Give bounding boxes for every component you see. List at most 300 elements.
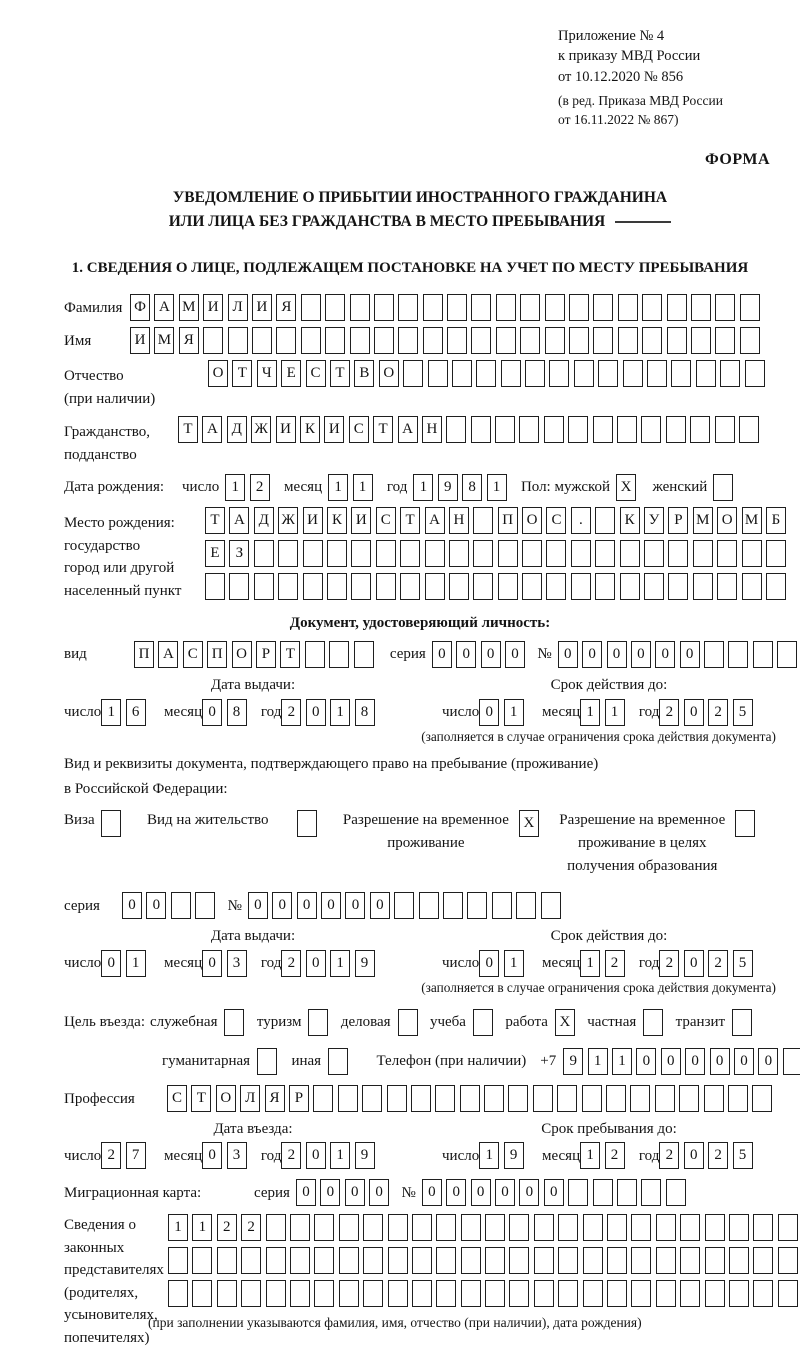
char-box[interactable]: 0 (432, 641, 452, 668)
char-box[interactable] (558, 1247, 578, 1274)
char-box[interactable]: А (229, 507, 249, 534)
char-box[interactable]: 1 (330, 699, 350, 726)
char-box[interactable] (496, 327, 516, 354)
char-box[interactable] (546, 540, 566, 567)
char-box[interactable]: 0 (471, 1179, 491, 1206)
char-box[interactable] (667, 327, 687, 354)
char-box[interactable]: 1 (580, 1142, 600, 1169)
char-box[interactable] (607, 1280, 627, 1307)
char-box[interactable]: 2 (659, 1142, 679, 1169)
char-box[interactable]: Ф (130, 294, 150, 321)
char-box[interactable]: 0 (369, 1179, 389, 1206)
char-box[interactable] (680, 1247, 700, 1274)
char-box[interactable]: 0 (655, 641, 675, 668)
char-box[interactable] (308, 1009, 328, 1036)
char-box[interactable] (666, 1179, 686, 1206)
char-box[interactable] (400, 573, 420, 600)
char-box[interactable]: К (327, 507, 347, 534)
char-box[interactable]: . (571, 507, 591, 534)
char-box[interactable] (742, 573, 762, 600)
char-box[interactable]: 0 (306, 699, 326, 726)
char-box[interactable]: 5 (733, 699, 753, 726)
char-box[interactable]: Б (766, 507, 786, 534)
char-box[interactable] (641, 1179, 661, 1206)
char-box[interactable]: 1 (588, 1048, 608, 1075)
char-box[interactable] (241, 1247, 261, 1274)
char-box[interactable] (351, 540, 371, 567)
char-box[interactable]: 0 (345, 892, 365, 919)
char-box[interactable] (403, 360, 423, 387)
char-box[interactable] (314, 1280, 334, 1307)
char-box[interactable]: 2 (281, 699, 301, 726)
char-box[interactable]: 1 (101, 699, 121, 726)
char-box[interactable]: Н (449, 507, 469, 534)
char-box[interactable] (691, 327, 711, 354)
char-box[interactable]: Я (265, 1085, 285, 1112)
char-box[interactable] (354, 641, 374, 668)
char-box[interactable] (374, 294, 394, 321)
char-box[interactable]: 3 (227, 950, 247, 977)
char-box[interactable] (549, 360, 569, 387)
char-box[interactable]: 6 (126, 699, 146, 726)
char-box[interactable]: 1 (330, 1142, 350, 1169)
char-box[interactable] (525, 360, 545, 387)
char-box[interactable] (693, 540, 713, 567)
char-box[interactable] (435, 1085, 455, 1112)
char-box[interactable] (224, 1009, 244, 1036)
char-box[interactable] (485, 1247, 505, 1274)
char-box[interactable] (607, 1214, 627, 1241)
char-box[interactable] (607, 1247, 627, 1274)
char-box[interactable] (598, 360, 618, 387)
char-box[interactable] (327, 540, 347, 567)
char-box[interactable] (436, 1280, 456, 1307)
char-box[interactable] (423, 327, 443, 354)
char-box[interactable]: 5 (733, 950, 753, 977)
char-box[interactable]: Я (276, 294, 296, 321)
char-box[interactable] (606, 1085, 626, 1112)
char-box[interactable] (545, 294, 565, 321)
char-box[interactable]: В (354, 360, 374, 387)
char-box[interactable] (351, 573, 371, 600)
char-box[interactable] (449, 573, 469, 600)
char-box[interactable] (443, 892, 463, 919)
char-box[interactable]: 8 (462, 474, 482, 501)
char-box[interactable] (328, 1048, 348, 1075)
char-box[interactable]: 0 (481, 641, 501, 668)
char-box[interactable]: Т (373, 416, 393, 443)
char-box[interactable] (777, 641, 797, 668)
char-box[interactable] (254, 540, 274, 567)
char-box[interactable]: 1 (192, 1214, 212, 1241)
char-box[interactable] (314, 1214, 334, 1241)
char-box[interactable] (461, 1247, 481, 1274)
char-box[interactable] (593, 327, 613, 354)
char-box[interactable] (305, 641, 325, 668)
char-box[interactable]: К (620, 507, 640, 534)
char-box[interactable] (485, 1214, 505, 1241)
char-box[interactable]: У (644, 507, 664, 534)
char-box[interactable] (541, 892, 561, 919)
char-box[interactable] (484, 1085, 504, 1112)
char-box[interactable] (671, 360, 691, 387)
char-box[interactable] (715, 327, 735, 354)
char-box[interactable] (656, 1280, 676, 1307)
char-box[interactable] (778, 1280, 798, 1307)
char-box[interactable]: 1 (479, 1142, 499, 1169)
char-box[interactable]: 1 (328, 474, 348, 501)
char-box[interactable]: Т (205, 507, 225, 534)
char-box[interactable]: П (207, 641, 227, 668)
char-box[interactable]: С (183, 641, 203, 668)
char-box[interactable] (495, 416, 515, 443)
char-box[interactable] (656, 1247, 676, 1274)
char-box[interactable] (704, 641, 724, 668)
char-box[interactable] (735, 810, 755, 837)
char-box[interactable] (388, 1280, 408, 1307)
char-box[interactable]: 0 (582, 641, 602, 668)
char-box[interactable]: О (216, 1085, 236, 1112)
char-box[interactable] (745, 360, 765, 387)
char-box[interactable] (471, 294, 491, 321)
char-box[interactable] (447, 327, 467, 354)
char-box[interactable] (498, 573, 518, 600)
char-box[interactable]: Ж (251, 416, 271, 443)
char-box[interactable] (476, 360, 496, 387)
char-box[interactable] (705, 1247, 725, 1274)
char-box[interactable] (461, 1214, 481, 1241)
char-box[interactable] (544, 416, 564, 443)
char-box[interactable]: 5 (733, 1142, 753, 1169)
char-box[interactable]: 0 (456, 641, 476, 668)
char-box[interactable]: С (546, 507, 566, 534)
char-box[interactable]: С (167, 1085, 187, 1112)
char-box[interactable] (473, 540, 493, 567)
char-box[interactable]: 0 (101, 950, 121, 977)
char-box[interactable]: 9 (355, 950, 375, 977)
char-box[interactable]: 3 (227, 1142, 247, 1169)
char-box[interactable]: 1 (413, 474, 433, 501)
char-box[interactable] (571, 573, 591, 600)
char-box[interactable]: X (616, 474, 636, 501)
char-box[interactable] (617, 1179, 637, 1206)
char-box[interactable]: О (522, 507, 542, 534)
char-box[interactable]: Е (205, 540, 225, 567)
char-box[interactable]: 2 (217, 1214, 237, 1241)
char-box[interactable] (520, 294, 540, 321)
char-box[interactable]: 0 (370, 892, 390, 919)
char-box[interactable]: 0 (661, 1048, 681, 1075)
char-box[interactable] (522, 540, 542, 567)
char-box[interactable]: 0 (345, 1179, 365, 1206)
char-box[interactable]: 2 (241, 1214, 261, 1241)
char-box[interactable] (473, 507, 493, 534)
char-box[interactable] (471, 327, 491, 354)
char-box[interactable] (595, 573, 615, 600)
char-box[interactable] (297, 810, 317, 837)
char-box[interactable] (508, 1085, 528, 1112)
char-box[interactable]: О (232, 641, 252, 668)
char-box[interactable]: 1 (580, 950, 600, 977)
char-box[interactable] (644, 540, 664, 567)
char-box[interactable] (192, 1280, 212, 1307)
char-box[interactable]: 0 (631, 641, 651, 668)
char-box[interactable]: 0 (321, 892, 341, 919)
char-box[interactable] (753, 1214, 773, 1241)
char-box[interactable]: 9 (438, 474, 458, 501)
char-box[interactable] (583, 1280, 603, 1307)
char-box[interactable] (388, 1214, 408, 1241)
char-box[interactable]: 2 (605, 950, 625, 977)
char-box[interactable]: 0 (544, 1179, 564, 1206)
char-box[interactable] (766, 540, 786, 567)
char-box[interactable] (266, 1247, 286, 1274)
char-box[interactable]: 0 (558, 641, 578, 668)
char-box[interactable] (643, 1009, 663, 1036)
char-box[interactable] (778, 1214, 798, 1241)
char-box[interactable] (398, 1009, 418, 1036)
char-box[interactable] (715, 416, 735, 443)
char-box[interactable] (254, 573, 274, 600)
char-box[interactable]: 1 (504, 699, 524, 726)
char-box[interactable] (631, 1280, 651, 1307)
char-box[interactable] (363, 1214, 383, 1241)
char-box[interactable] (338, 1085, 358, 1112)
char-box[interactable] (644, 573, 664, 600)
char-box[interactable] (742, 540, 762, 567)
char-box[interactable] (583, 1214, 603, 1241)
char-box[interactable] (411, 1085, 431, 1112)
char-box[interactable]: 2 (101, 1142, 121, 1169)
char-box[interactable] (668, 540, 688, 567)
char-box[interactable]: 0 (272, 892, 292, 919)
char-box[interactable] (534, 1280, 554, 1307)
char-box[interactable] (620, 540, 640, 567)
char-box[interactable]: Л (228, 294, 248, 321)
char-box[interactable] (571, 540, 591, 567)
char-box[interactable] (376, 573, 396, 600)
char-box[interactable] (739, 416, 759, 443)
char-box[interactable] (325, 327, 345, 354)
char-box[interactable]: 9 (355, 1142, 375, 1169)
char-box[interactable]: З (229, 540, 249, 567)
char-box[interactable] (593, 1179, 613, 1206)
char-box[interactable]: 0 (296, 1179, 316, 1206)
char-box[interactable]: М (693, 507, 713, 534)
char-box[interactable] (668, 573, 688, 600)
char-box[interactable] (290, 1214, 310, 1241)
char-box[interactable]: 1 (504, 950, 524, 977)
char-box[interactable]: 2 (250, 474, 270, 501)
char-box[interactable]: 8 (227, 699, 247, 726)
char-box[interactable] (278, 540, 298, 567)
char-box[interactable]: Р (289, 1085, 309, 1112)
char-box[interactable] (168, 1247, 188, 1274)
char-box[interactable] (691, 294, 711, 321)
char-box[interactable]: 2 (708, 1142, 728, 1169)
char-box[interactable] (569, 327, 589, 354)
char-box[interactable] (693, 573, 713, 600)
char-box[interactable] (574, 360, 594, 387)
char-box[interactable] (753, 1247, 773, 1274)
char-box[interactable] (363, 1247, 383, 1274)
char-box[interactable]: 0 (320, 1179, 340, 1206)
char-box[interactable] (520, 327, 540, 354)
char-box[interactable] (329, 641, 349, 668)
char-box[interactable] (717, 573, 737, 600)
char-box[interactable] (647, 360, 667, 387)
char-box[interactable]: 0 (297, 892, 317, 919)
char-box[interactable] (229, 573, 249, 600)
char-box[interactable] (522, 573, 542, 600)
char-box[interactable] (630, 1085, 650, 1112)
char-box[interactable] (740, 294, 760, 321)
char-box[interactable] (303, 540, 323, 567)
char-box[interactable] (387, 1085, 407, 1112)
char-box[interactable] (314, 1247, 334, 1274)
char-box[interactable] (446, 416, 466, 443)
char-box[interactable] (595, 540, 615, 567)
char-box[interactable] (425, 540, 445, 567)
char-box[interactable]: Я (179, 327, 199, 354)
char-box[interactable] (778, 1247, 798, 1274)
char-box[interactable] (205, 573, 225, 600)
char-box[interactable]: 0 (758, 1048, 778, 1075)
char-box[interactable] (195, 892, 215, 919)
char-box[interactable] (696, 360, 716, 387)
char-box[interactable] (498, 540, 518, 567)
char-box[interactable] (252, 327, 272, 354)
char-box[interactable]: А (202, 416, 222, 443)
char-box[interactable] (241, 1280, 261, 1307)
char-box[interactable]: X (519, 810, 539, 837)
char-box[interactable]: 0 (710, 1048, 730, 1075)
char-box[interactable]: К (300, 416, 320, 443)
char-box[interactable] (101, 810, 121, 837)
char-box[interactable] (339, 1214, 359, 1241)
char-box[interactable]: X (555, 1009, 575, 1036)
char-box[interactable] (485, 1280, 505, 1307)
char-box[interactable]: 8 (355, 699, 375, 726)
char-box[interactable] (720, 360, 740, 387)
char-box[interactable]: 7 (126, 1142, 146, 1169)
char-box[interactable]: 1 (605, 699, 625, 726)
char-box[interactable] (339, 1247, 359, 1274)
char-box[interactable] (618, 294, 638, 321)
char-box[interactable] (376, 540, 396, 567)
char-box[interactable] (753, 1280, 773, 1307)
char-box[interactable]: И (303, 507, 323, 534)
char-box[interactable] (583, 1247, 603, 1274)
char-box[interactable]: 2 (659, 950, 679, 977)
char-box[interactable] (447, 294, 467, 321)
char-box[interactable] (501, 360, 521, 387)
char-box[interactable] (509, 1247, 529, 1274)
char-box[interactable]: 0 (479, 699, 499, 726)
char-box[interactable]: Т (280, 641, 300, 668)
char-box[interactable] (783, 1048, 800, 1075)
char-box[interactable] (217, 1280, 237, 1307)
char-box[interactable]: Л (240, 1085, 260, 1112)
char-box[interactable] (705, 1280, 725, 1307)
char-box[interactable]: 0 (684, 950, 704, 977)
char-box[interactable]: 0 (146, 892, 166, 919)
char-box[interactable] (363, 1280, 383, 1307)
char-box[interactable] (534, 1214, 554, 1241)
char-box[interactable]: Д (227, 416, 247, 443)
char-box[interactable] (412, 1247, 432, 1274)
char-box[interactable] (217, 1247, 237, 1274)
char-box[interactable]: Т (400, 507, 420, 534)
char-box[interactable]: 0 (685, 1048, 705, 1075)
char-box[interactable] (593, 294, 613, 321)
char-box[interactable]: 1 (126, 950, 146, 977)
char-box[interactable] (642, 327, 662, 354)
char-box[interactable]: 0 (446, 1179, 466, 1206)
char-box[interactable]: 0 (202, 699, 222, 726)
char-box[interactable] (278, 573, 298, 600)
char-box[interactable] (618, 327, 638, 354)
char-box[interactable]: 2 (281, 1142, 301, 1169)
char-box[interactable]: А (154, 294, 174, 321)
char-box[interactable]: 0 (684, 699, 704, 726)
char-box[interactable] (655, 1085, 675, 1112)
char-box[interactable]: 0 (684, 1142, 704, 1169)
char-box[interactable]: 0 (607, 641, 627, 668)
char-box[interactable]: И (252, 294, 272, 321)
char-box[interactable]: 0 (734, 1048, 754, 1075)
char-box[interactable]: О (208, 360, 228, 387)
char-box[interactable] (419, 892, 439, 919)
char-box[interactable] (568, 1179, 588, 1206)
char-box[interactable] (374, 327, 394, 354)
char-box[interactable] (680, 1280, 700, 1307)
char-box[interactable] (327, 573, 347, 600)
char-box[interactable] (593, 416, 613, 443)
char-box[interactable] (509, 1280, 529, 1307)
char-box[interactable] (717, 540, 737, 567)
char-box[interactable]: Р (256, 641, 276, 668)
char-box[interactable]: Т (330, 360, 350, 387)
char-box[interactable]: И (203, 294, 223, 321)
char-box[interactable] (428, 360, 448, 387)
char-box[interactable]: И (324, 416, 344, 443)
char-box[interactable] (171, 892, 191, 919)
char-box[interactable] (400, 540, 420, 567)
char-box[interactable] (620, 573, 640, 600)
char-box[interactable]: С (349, 416, 369, 443)
char-box[interactable]: 0 (422, 1179, 442, 1206)
char-box[interactable] (398, 294, 418, 321)
char-box[interactable]: 0 (505, 641, 525, 668)
char-box[interactable] (460, 1085, 480, 1112)
char-box[interactable]: А (425, 507, 445, 534)
char-box[interactable]: 0 (248, 892, 268, 919)
char-box[interactable] (705, 1214, 725, 1241)
char-box[interactable] (509, 1214, 529, 1241)
char-box[interactable]: М (154, 327, 174, 354)
char-box[interactable] (398, 327, 418, 354)
char-box[interactable]: М (179, 294, 199, 321)
char-box[interactable]: Т (191, 1085, 211, 1112)
char-box[interactable]: Н (422, 416, 442, 443)
char-box[interactable] (257, 1048, 277, 1075)
char-box[interactable] (679, 1085, 699, 1112)
char-box[interactable] (471, 416, 491, 443)
char-box[interactable]: 9 (504, 1142, 524, 1169)
char-box[interactable] (546, 573, 566, 600)
char-box[interactable]: 0 (495, 1179, 515, 1206)
